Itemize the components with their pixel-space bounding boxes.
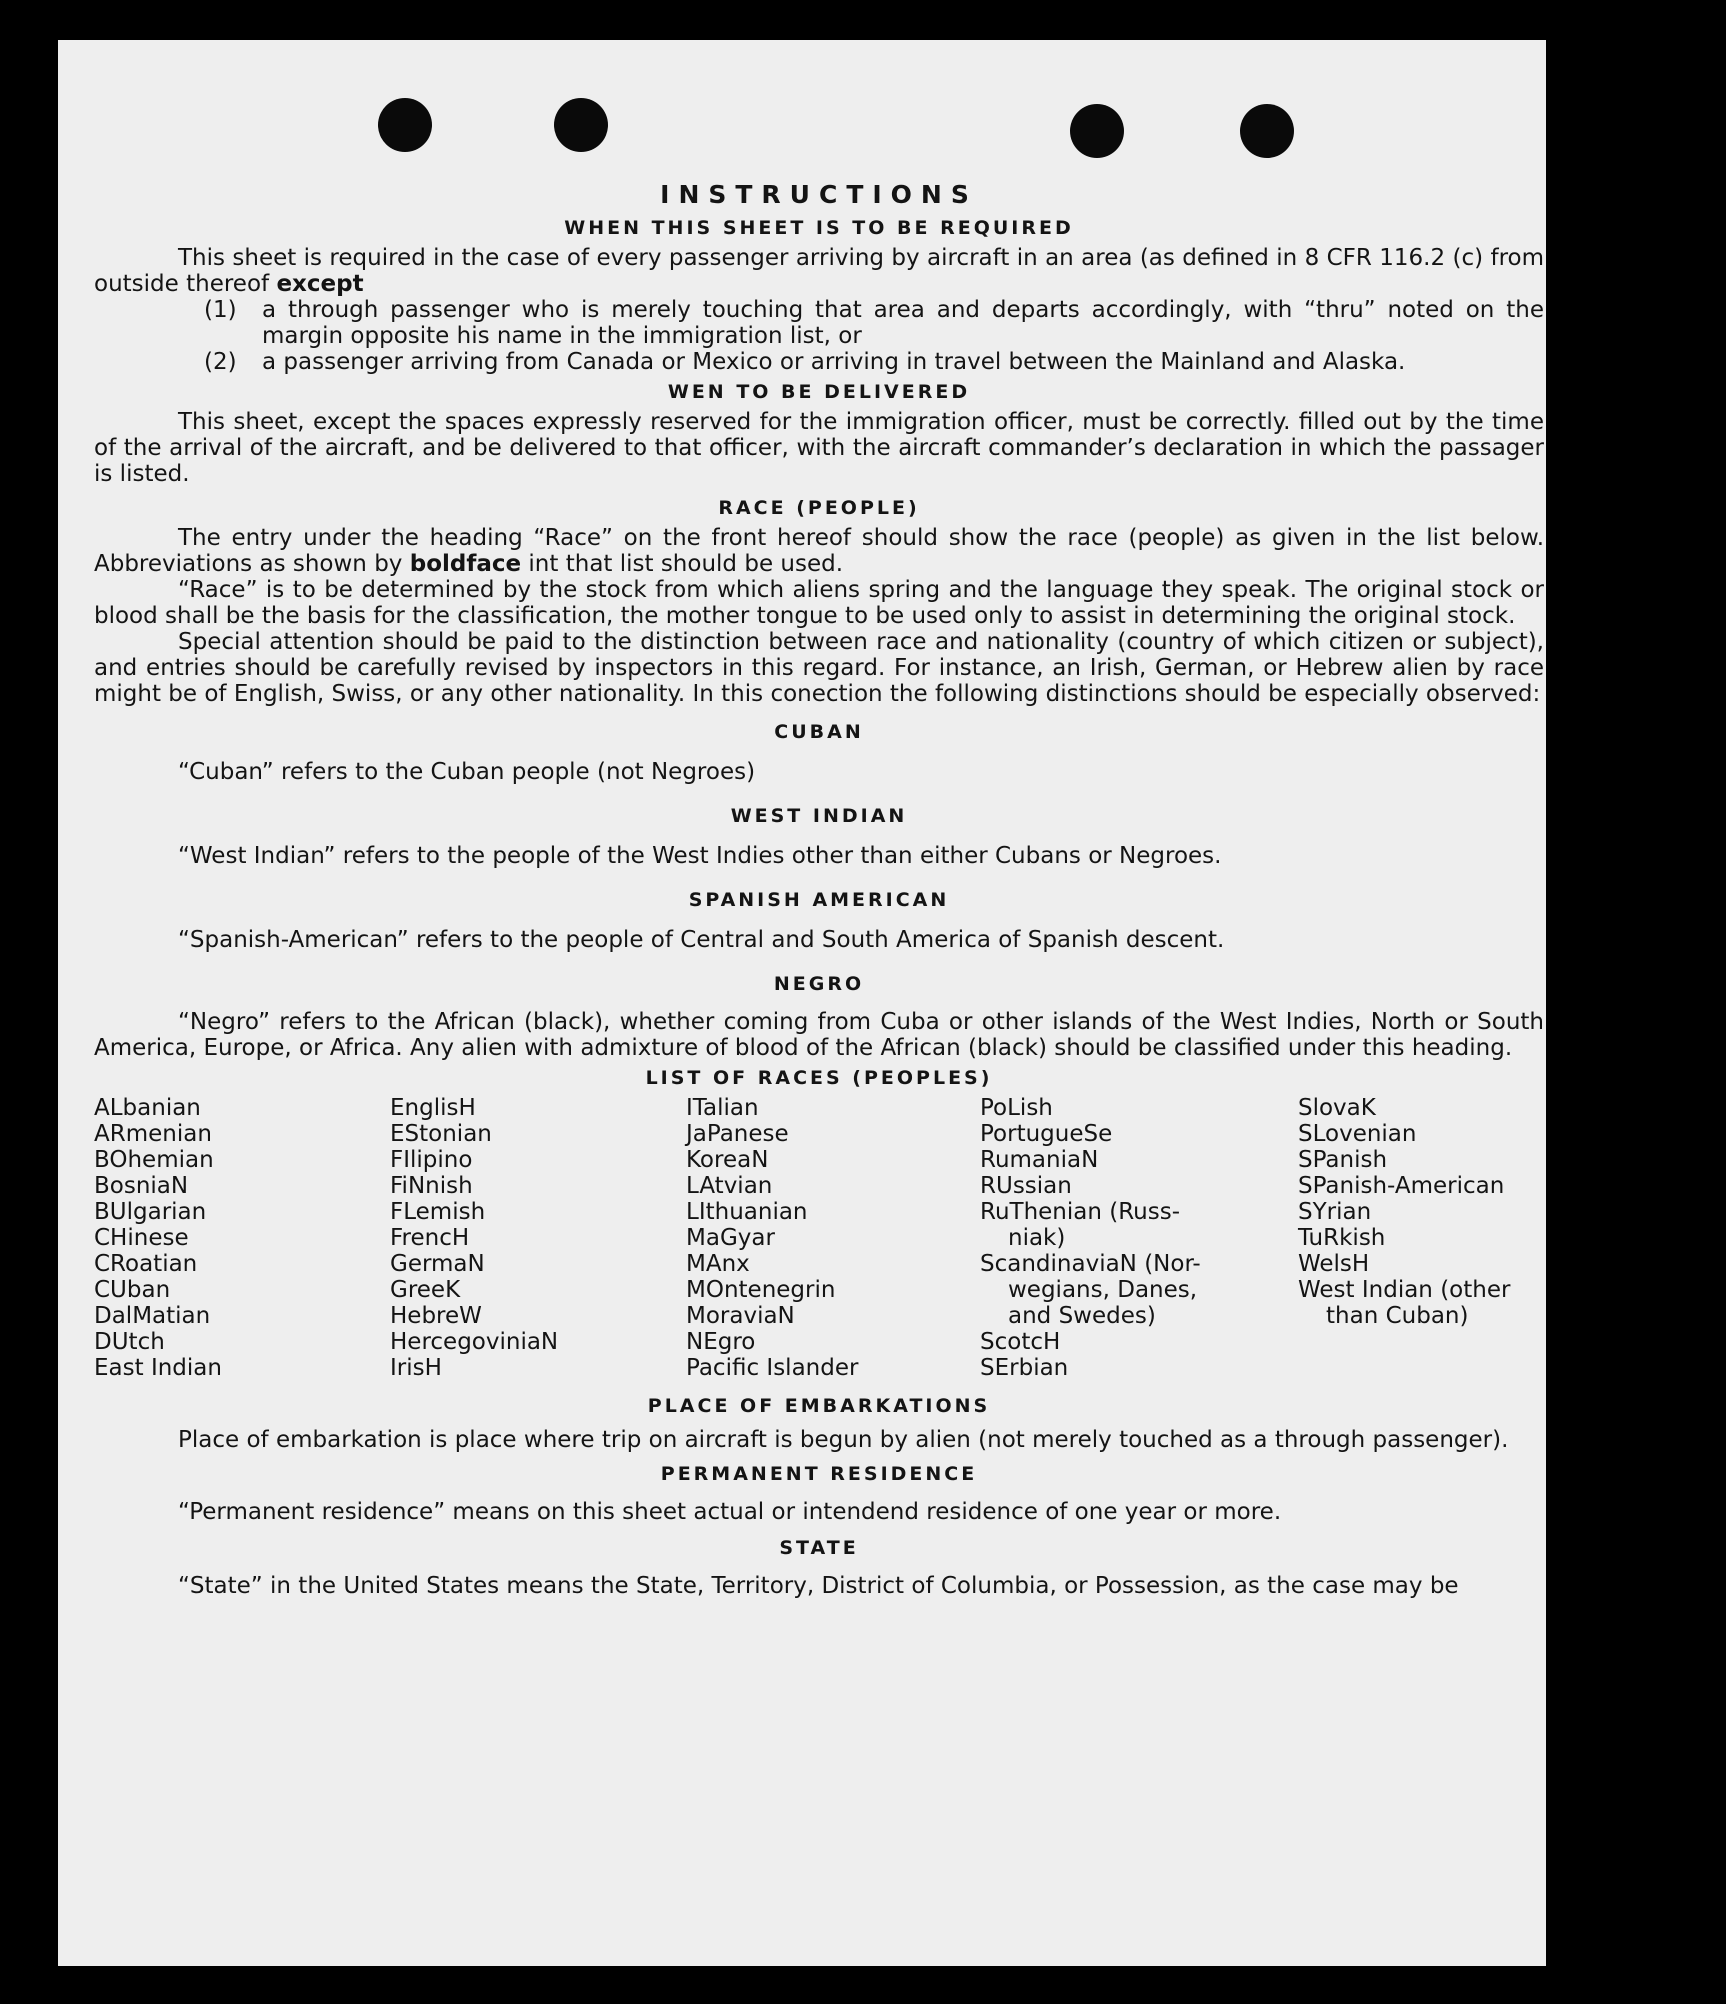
race-entry: MAnx	[686, 1251, 750, 1277]
race-entry: CRoatian	[94, 1251, 198, 1277]
race-entry: SErbian	[980, 1355, 1069, 1381]
boldface-word: boldface	[409, 551, 522, 577]
race-entry: NEgro	[686, 1329, 756, 1355]
page-title: INSTRUCTIONS	[660, 180, 978, 209]
race-entry: HercegoviniaN	[390, 1329, 559, 1355]
race-entry: MOntenegrin	[686, 1277, 836, 1303]
list-item	[204, 297, 1544, 349]
race-entry: RUssian	[980, 1173, 1072, 1199]
when-required-intro	[94, 245, 1544, 297]
punch-hole	[554, 98, 608, 152]
race-entry: TuRkish	[1298, 1225, 1386, 1251]
list-item-text: a through passenger who is merely touching that area and departs accordingly, with “thru” noted on the margin opposite his name in the immigration list, or	[262, 297, 1544, 349]
race-entry: SPanish	[1298, 1147, 1388, 1173]
race-entry: MaGyar	[686, 1225, 775, 1251]
race-paragraph-1	[94, 525, 1544, 577]
residence-text: “Permanent residence” means on this sheet actual or intendend residence of one year or more.	[178, 1499, 1282, 1525]
race-entry: GreeK	[390, 1277, 461, 1303]
embarkation-text: Place of embarkation is place where trip on aircraft is begun by alien (not merely touched as a through passenger).	[178, 1427, 1509, 1453]
race-entry: LIthuanian	[686, 1199, 808, 1225]
race-entry: than Cuban)	[1326, 1303, 1469, 1329]
races-column-2	[390, 1095, 686, 1381]
heading-when-required: WHEN THIS SHEET IS TO BE REQUIRED	[564, 217, 1074, 239]
race-entry: RumaniaN	[980, 1147, 1099, 1173]
race-paragraph-2: “Race” is to be determined by the stock from which aliens spring and the language they speak. The original stock or blood shall be the basis for the classification, the mother tongue to be used only to assist in determining the original stock.	[94, 577, 1544, 629]
race-entry: DalMatian	[94, 1303, 211, 1329]
races-list	[94, 1095, 1544, 1381]
race-entry: KoreaN	[686, 1147, 769, 1173]
race-entry: ARmenian	[94, 1121, 212, 1147]
spanish-american-text: “Spanish-American” refers to the people of Central and South America of Spanish descent.	[178, 927, 1225, 953]
negro-text: “Negro” refers to the African (black), whether coming from Cuba or other islands of the West Indies, North or South America, Europe, or Africa. Any alien with admixture of blood of the African (black) should be classified under this heading.	[94, 1009, 1544, 1061]
race-entry: PoLish	[980, 1095, 1053, 1121]
race-entry: JaPanese	[686, 1121, 789, 1147]
race-entry: PortugueSe	[980, 1121, 1113, 1147]
race-entry: niak)	[1008, 1225, 1066, 1251]
race-entry: West Indian (other	[1298, 1277, 1511, 1303]
punch-hole	[1240, 104, 1294, 158]
heading-spanish-american: SPANISH AMERICAN	[688, 889, 950, 911]
race-entry: BUlgarian	[94, 1199, 207, 1225]
west-indian-text: “West Indian” refers to the people of the West Indies other than either Cubans or Negroes.	[178, 843, 1222, 869]
race-entry: ScotcH	[980, 1329, 1061, 1355]
heading-embarkation: PLACE OF EMBARKATIONS	[647, 1395, 991, 1417]
race-entry: RuThenian (Russ-	[980, 1199, 1181, 1225]
document-page	[58, 40, 1546, 1966]
delivered-text: This sheet, except the spaces expressly reserved for the immigration officer, must be correctly. filled out by the time of the arrival of the aircraft, and be delivered to that officer, with the aircraft commander’s declaration in which the passager is listed.	[94, 409, 1544, 487]
race-entry: FIlipino	[390, 1147, 473, 1173]
race-entry: SYrian	[1298, 1199, 1372, 1225]
punch-hole	[378, 98, 432, 152]
race-entry: LAtvian	[686, 1173, 773, 1199]
list-item-text: a passenger arriving from Canada or Mexico or arriving in travel between the Mainland and Alaska.	[262, 349, 1406, 375]
heading-cuban: CUBAN	[774, 721, 864, 743]
race-entry: ScandinaviaN (Nor-	[980, 1251, 1201, 1277]
race-entry: CUban	[94, 1277, 171, 1303]
race-entry: GermaN	[390, 1251, 485, 1277]
race-entry: BosniaN	[94, 1173, 189, 1199]
race-entry: DUtch	[94, 1329, 165, 1355]
heading-state: STATE	[779, 1537, 859, 1559]
list-item	[204, 349, 1544, 375]
race-entry: SPanish-American	[1298, 1173, 1505, 1199]
races-column-4	[980, 1095, 1298, 1381]
instructions-content	[94, 180, 1544, 1599]
race-entry: Pacific Islander	[686, 1355, 859, 1381]
list-item-number: (1)	[204, 297, 237, 323]
race-entry: FiNnish	[390, 1173, 473, 1199]
race-entry: East Indian	[94, 1355, 222, 1381]
race-entry: BOhemian	[94, 1147, 214, 1173]
race-entry: WelsH	[1298, 1251, 1370, 1277]
race-entry: ALbanian	[94, 1095, 201, 1121]
race-paragraph-3: Special attention should be paid to the distinction between race and nationality (country of which citizen or subject), and entries should be carefully revised by inspectors in this regard. For instance, an Irish, German, or Hebrew alien by race might be of English, Swiss, or any other nationality. In this conection the following distinctions should be especially observed:	[94, 629, 1544, 707]
state-text: “State” in the United States means the State, Territory, District of Columbia, or Possession, as the case may be	[178, 1573, 1459, 1599]
race-entry: ITalian	[686, 1095, 759, 1121]
race-entry: and Swedes)	[1008, 1303, 1156, 1329]
race-entry: IrisH	[390, 1355, 442, 1381]
race-entry: HebreW	[390, 1303, 482, 1329]
races-column-3	[686, 1095, 980, 1381]
races-column-5	[1298, 1095, 1544, 1381]
list-item-number: (2)	[204, 349, 237, 375]
heading-west-indian: WEST INDIAN	[730, 805, 908, 827]
race-entry: FrencH	[390, 1225, 470, 1251]
when-required-intro-text: This sheet is required in the case of every passenger arriving by aircraft in an area (as defined in 8 CFR 116.2 (c) from outside thereof	[94, 245, 1544, 297]
heading-race: RACE (PEOPLE)	[718, 497, 920, 519]
race-entry: FLemish	[390, 1199, 486, 1225]
cuban-text: “Cuban” refers to the Cuban people (not Negroes)	[178, 759, 756, 785]
race-entry: SlovaK	[1298, 1095, 1376, 1121]
race-entry: SLovenian	[1298, 1121, 1417, 1147]
race-entry: EnglisH	[390, 1095, 476, 1121]
punch-hole	[1070, 104, 1124, 158]
heading-delivered: WEN TO BE DELIVERED	[667, 381, 971, 403]
except-bold: except	[276, 271, 364, 297]
race-entry: EStonian	[390, 1121, 492, 1147]
heading-list-of-races: LIST OF RACES (PEOPLES)	[645, 1067, 993, 1089]
heading-residence: PERMANENT RESIDENCE	[660, 1463, 978, 1485]
race-p1-b: int that list should be used.	[528, 551, 844, 577]
races-column-1	[94, 1095, 390, 1381]
heading-negro: NEGRO	[773, 973, 865, 995]
race-entry: MoraviaN	[686, 1303, 795, 1329]
race-p1-a: The entry under the heading “Race” on the front hereof should show the race (people) as given in the list below. Abbreviations as shown by	[94, 525, 1544, 577]
race-entry: wegians, Danes,	[1008, 1277, 1198, 1303]
race-entry: CHinese	[94, 1225, 189, 1251]
